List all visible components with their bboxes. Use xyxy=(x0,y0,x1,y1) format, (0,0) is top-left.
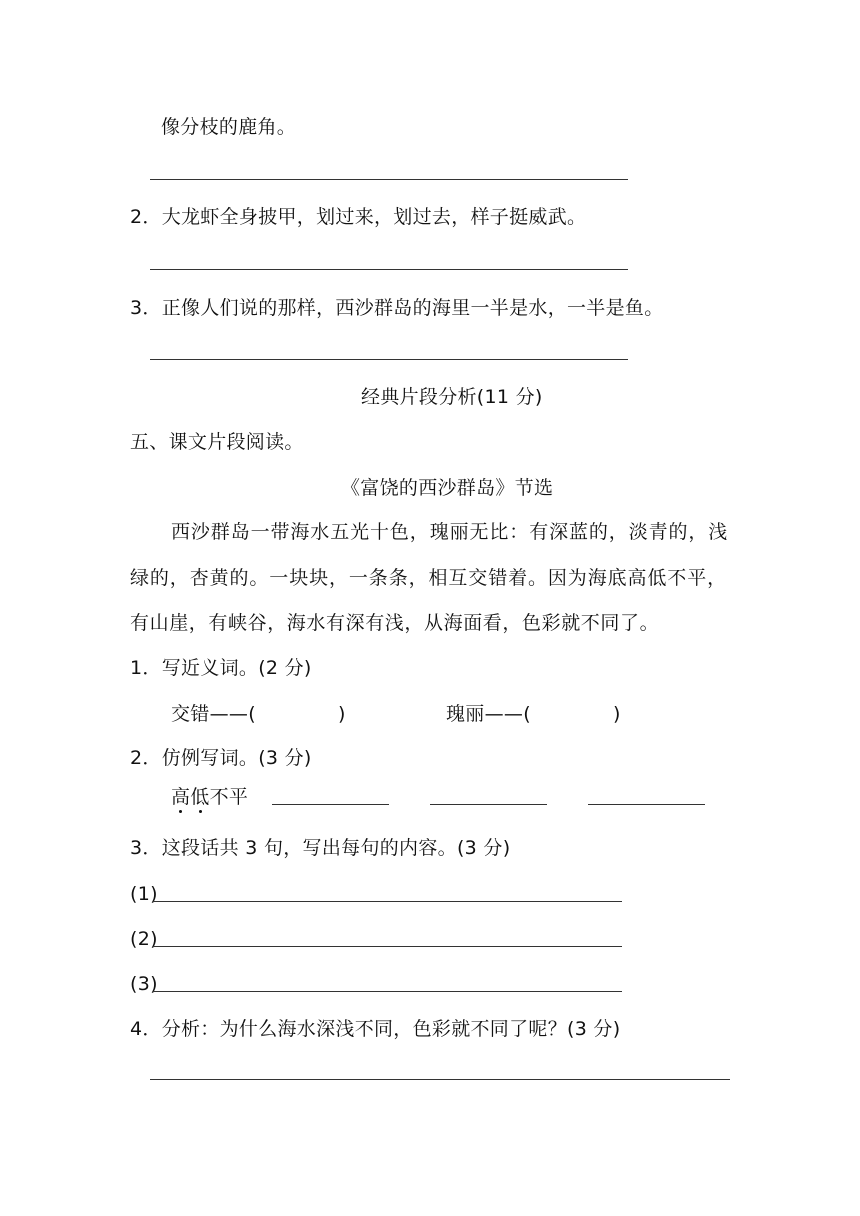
passage-line-2: 绿的，杏黄的。一块块，一条条，相互交错着。因为海底高低不平， xyxy=(130,567,728,589)
item2-text: 2．大龙虾全身披甲，划过来，划过去，样子挺威武。 xyxy=(130,206,587,228)
passage-line-3: 有山崖，有峡谷，海水有深有浅，从海面看，色彩就不同了。 xyxy=(130,612,660,634)
q1-close-b: ) xyxy=(613,703,621,725)
q1-word-b: 瑰丽——( xyxy=(446,703,531,725)
q3-answer-line-2[interactable] xyxy=(153,946,622,947)
answer-line-item1[interactable] xyxy=(150,179,628,180)
section-heading: 经典片段分析(11 分) xyxy=(361,386,543,408)
item1-continuation: 像分枝的鹿角。 xyxy=(161,116,297,138)
q3-prompt: 3．这段话共 3 句，写出每句的内容。(3 分) xyxy=(130,837,511,859)
q2-prompt: 2．仿例写词。(3 分) xyxy=(130,747,312,769)
answer-line-item3[interactable] xyxy=(150,359,628,360)
emphasis-dot xyxy=(179,810,182,813)
q3-answer-line-1[interactable] xyxy=(153,901,622,902)
q4-answer-line[interactable] xyxy=(150,1079,730,1080)
q2-blank-3[interactable] xyxy=(588,804,705,805)
q4-prompt: 4．分析：为什么海水深浅不同，色彩就不同了呢？(3 分) xyxy=(130,1018,621,1040)
passage-line-1: 西沙群岛一带海水五光十色，瑰丽无比：有深蓝的，淡青的，浅 xyxy=(171,521,729,543)
q3-answer-line-3[interactable] xyxy=(153,991,622,992)
answer-line-item2[interactable] xyxy=(150,269,628,270)
q3-label-3: (3) xyxy=(130,973,158,995)
q2-example: 高低不平 xyxy=(171,786,249,808)
q2-blank-2[interactable] xyxy=(430,804,547,805)
q3-label-1: (1) xyxy=(130,883,158,905)
q1-prompt: 1．写近义词。(2 分) xyxy=(130,657,312,679)
q3-label-2: (2) xyxy=(130,928,158,950)
q2-blank-1[interactable] xyxy=(272,804,389,805)
q1-word-a: 交错——( xyxy=(171,703,256,725)
part5-title: 五、课文片段阅读。 xyxy=(130,431,304,453)
emphasis-dot xyxy=(199,810,202,813)
passage-title: 《富饶的西沙群岛》节选 xyxy=(341,477,554,499)
item3-text: 3．正像人们说的那样，西沙群岛的海里一半是水，一半是鱼。 xyxy=(130,297,664,319)
q1-close-a: ) xyxy=(338,703,346,725)
